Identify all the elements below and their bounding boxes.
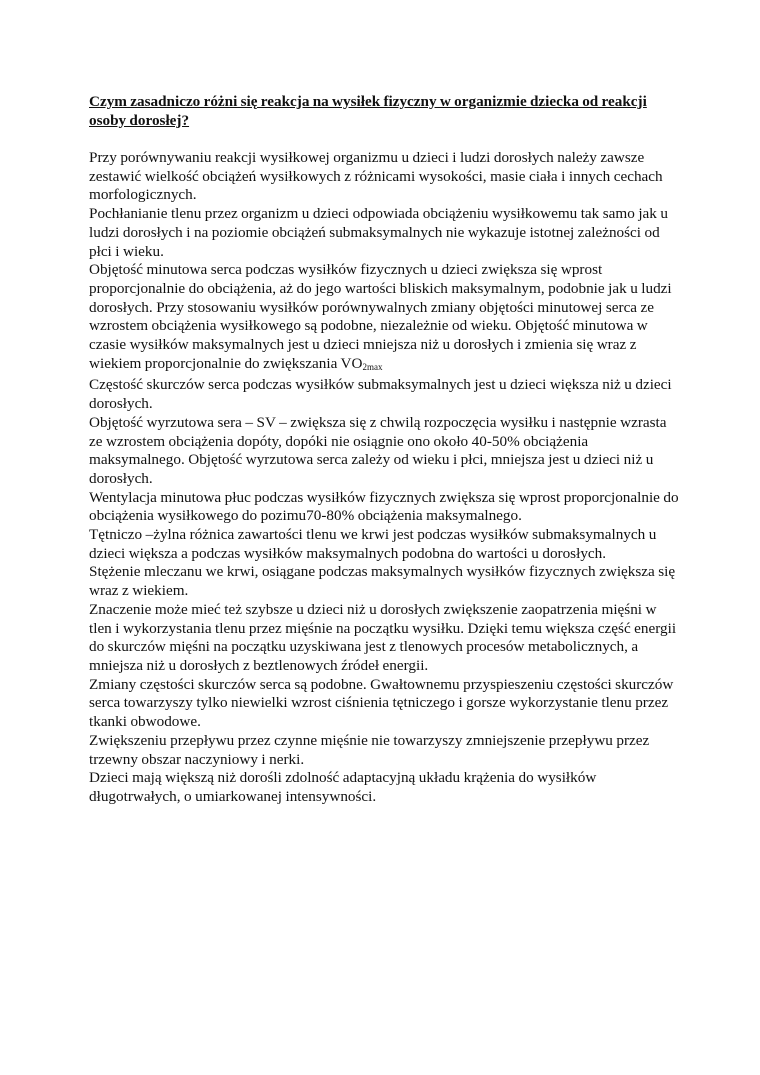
paragraph-lactate: Stężenie mleczanu we krwi, osiągane podczas maksymalnych wysiłków fizycznych zwiększa się wraz z wiekiem.: [89, 563, 676, 600]
paragraph-ventilation: Wentylacja minutowa płuc podczas wysiłków fizycznych zwiększa się wprost proporcjonalnie do obciążenia wysiłkowego do pozimu70-80% obciążenia maksymalnego.: [89, 488, 679, 525]
document-title: Czym zasadniczo różni się reakcja na wysiłek fizyczny w organizmie dziecka od reakcji osoby dorosłej?: [89, 93, 647, 129]
paragraph-oxygen-uptake: Pochłanianie tlenu przez organizm u dzieci odpowiada obciążeniu wysiłkowemu tak samo jak u ludzi dorosłych i na poziomie obciążeń submaksymalnych nie wykazuje istotnej zależności od płci i wieku.: [89, 205, 668, 260]
paragraph-heart-rate-changes: Zmiany częstości skurczów serca są podobne. Gwałtownemu przyspieszeniu częstości skurczów serca towarzyszy tylko niewielki wzrost ciśnienia tętniczego i gorsze wykorzystanie tlenu przez tkanki obwodowe.: [89, 675, 674, 731]
cardiac-output-text: Objętość minutowa serca podczas wysiłków fizycznych u dzieci zwiększa się wprost proporcjonalnie do obciążenia, aż do jego wartości bliskich maksymalnym, podobnie jak u ludzi dorosłych. Przy stosowaniu wysiłków porównywalnych zmiany objętości minutowej serca ze wzrostem obciążenia wysiłkowego są podobne, niezależnie od wieku. Objętość minutowa w czasie wysiłków maksymalnych jest u dzieci mniejsza niż u dorosłych i zmienia się wraz z wiekiem proporcjonalnie do zwiększania VO: [89, 261, 672, 372]
paragraph-oxygen-supply: Znaczenie może mieć też szybsze u dzieci niż u dorosłych zwiększenie zaopatrzenia mięśni w tlen i wykorzystania tlenu przez mięśnie na początku wysiłku. Dzięki temu większa część energii do skurczów mięśni na początku uzyskiwana jest z tlenowych procesów metabolicznych, a mniejsza niż u dorosłych z beztlenowych źródeł energii.: [89, 600, 677, 674]
paragraph-blood-flow: Zwiększeniu przepływu przez czynne mięśnie nie towarzyszy zmniejszenie przepływu przez trzewny obszar naczyniowy i nerki.: [89, 731, 650, 768]
paragraph-adaptation: Dzieci mają większą niż dorośli zdolność adaptacyjną układu krążenia do wysiłków długotrwałych, o umiarkowanej intensywności.: [89, 769, 597, 805]
paragraph-stroke-volume: Objętość wyrzutowa sera – SV – zwiększa się z chwilą rozpoczęcia wysiłku i następnie wzrasta ze wzrostem obciążenia dopóty, dopóki nie osiągnie ono około 40-50% obciążenia maksymalnego. Objętość wyrzutowa serca zależy od wieku i płci, mniejsza jest u dzieci niż u dorosłych.: [89, 413, 667, 487]
paragraph-av-difference: Tętniczo –żylna różnica zawartości tlenu we krwi jest podczas wysiłków submaksymalnych u dzieci większa a podczas wysiłków maksymalnych podobna do wartości u dorosłych.: [89, 526, 657, 562]
paragraph-comparison: Przy porównywaniu reakcji wysiłkowej organizmu u dzieci i ludzi dorosłych należy zawsze zestawić wielkość obciążeń wysiłkowych z różnicami wysokości, masie ciała i innych cechach morfologicznych.: [89, 149, 663, 204]
document-page: [89, 92, 679, 807]
paragraph-heart-rate: Częstość skurczów serca podczas wysiłków submaksymalnych jest u dzieci większa niż u dzieci dorosłych.: [89, 376, 672, 413]
paragraph-cardiac-output: [89, 261, 679, 376]
vo2-subscript: 2max: [362, 361, 383, 372]
